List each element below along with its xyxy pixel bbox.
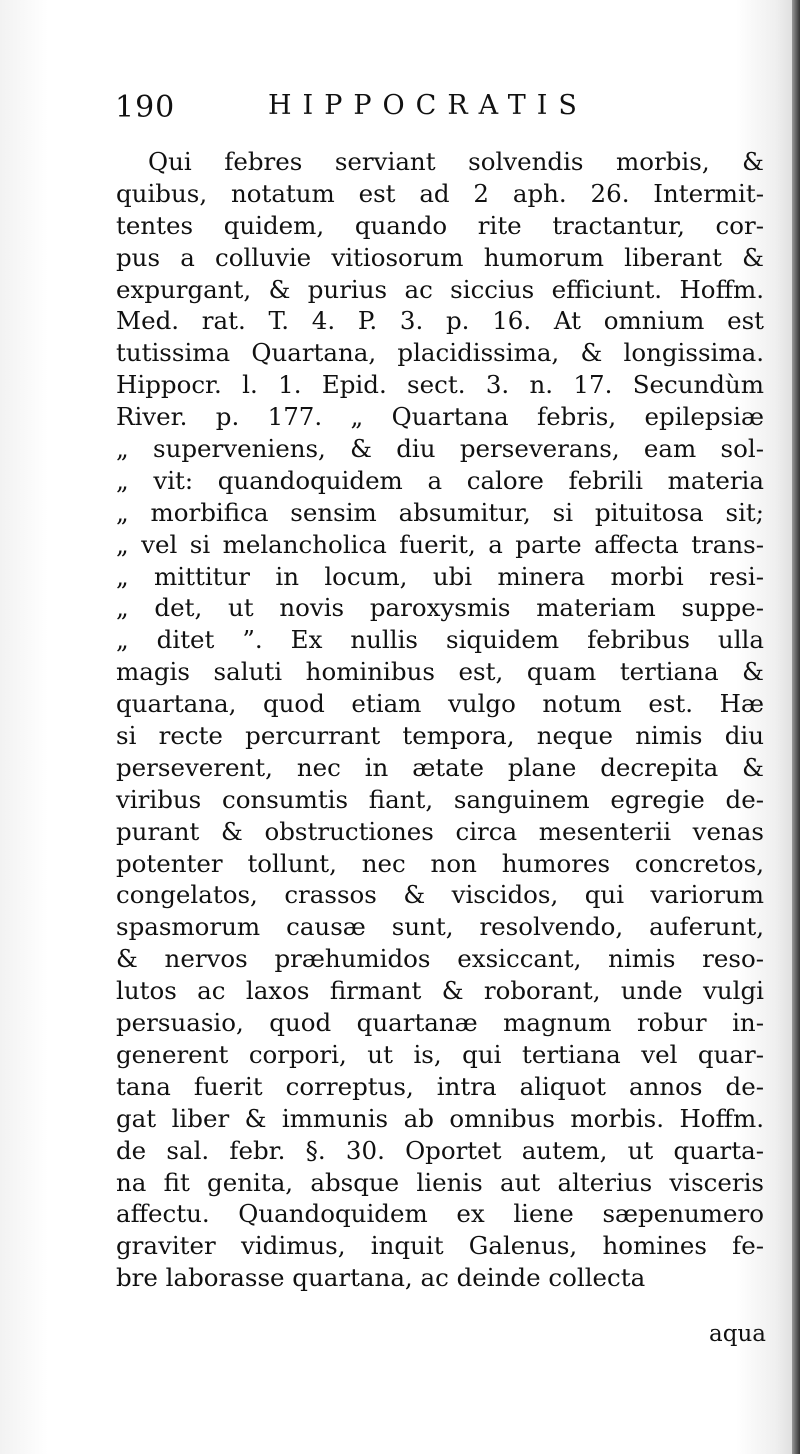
catchword: aqua bbox=[709, 1321, 766, 1347]
text-line: gat liber & immunis ab omnibus morbis. Hoffm. bbox=[116, 1103, 764, 1133]
text-line: na fit genita, absque lienis aut alterius visceris bbox=[116, 1167, 764, 1197]
text-line: perseverent, nec in ætate plane decrepita & bbox=[116, 752, 764, 782]
text-line: persuasio, quod quartanæ magnum robur in- bbox=[116, 1008, 764, 1038]
text-line: „ vel si melancholica fuerit, a parte affecta trans- bbox=[116, 529, 764, 559]
text-line: spasmorum causæ sunt, resolvendo, auferunt, bbox=[116, 912, 764, 942]
text-line: tutissima Quartana, placidissima, & longissima. bbox=[116, 338, 764, 368]
page-edge-shadow bbox=[792, 0, 800, 1454]
text-line: „ morbifica sensim absumitur, si pituitosa sit; bbox=[116, 497, 764, 527]
text-line: bre laborasse quartana, ac deinde collecta bbox=[116, 1263, 646, 1293]
text-line: Hippocr. l. 1. Epid. sect. 3. n. 17. Secundùm bbox=[116, 370, 764, 400]
running-head bbox=[115, 90, 775, 130]
text-line: affectu. Quandoquidem ex liene sæpenumero bbox=[116, 1199, 764, 1229]
text-line: „ vit: quandoquidem a calore febrili materia bbox=[116, 465, 764, 495]
text-line: lutos ac laxos firmant & roborant, unde vulgi bbox=[116, 976, 764, 1006]
text-line: viribus consumtis fiant, sanguinem egregie de- bbox=[116, 784, 764, 814]
text-line: purant & obstructiones circa mesenterii venas bbox=[116, 816, 764, 846]
text-line: River. p. 177. „ Quartana febris, epilepsiæ bbox=[116, 402, 764, 432]
running-title: HIPPOCRATIS bbox=[268, 90, 588, 121]
text-line: magis saluti hominibus est, quam tertiana & bbox=[116, 657, 764, 687]
text-line: quartana, quod etiam vulgo notum est. Hæ bbox=[116, 689, 764, 719]
text-line: „ superveniens, & diu perseverans, eam sol- bbox=[116, 434, 764, 464]
body-text bbox=[116, 146, 764, 1294]
text-line: graviter vidimus, inquit Galenus, homines fe- bbox=[116, 1231, 764, 1261]
text-line: tana fuerit correptus, intra aliquot annos de- bbox=[116, 1071, 764, 1101]
text-line: expurgant, & purius ac siccius efficiunt. Hoffm. bbox=[116, 274, 764, 304]
text-line: & nervos præhumidos exsiccant, nimis reso- bbox=[116, 944, 764, 974]
text-line: quibus, notatum est ad 2 aph. 26. Intermit- bbox=[116, 178, 764, 208]
text-line: pus a colluvie vitiosorum humorum liberant & bbox=[116, 242, 764, 272]
text-line: Med. rat. T. 4. P. 3. p. 16. At omnium est bbox=[116, 306, 764, 336]
text-line: „ ditet ”. Ex nullis siquidem febribus ulla bbox=[116, 625, 764, 655]
text-line: de sal. febr. §. 30. Oportet autem, ut quarta- bbox=[116, 1135, 764, 1165]
text-line: congelatos, crassos & viscidos, qui variorum bbox=[116, 880, 764, 910]
page-number: 190 bbox=[115, 90, 176, 125]
text-line: potenter tollunt, nec non humores concretos, bbox=[116, 848, 764, 878]
text-line: si recte percurrant tempora, neque nimis diu bbox=[116, 721, 764, 751]
text-line: generent corpori, ut is, qui tertiana vel quar- bbox=[116, 1039, 764, 1069]
text-line: „ mittitur in locum, ubi minera morbi resi- bbox=[116, 561, 764, 591]
text-line: Qui febres serviant solvendis morbis, & bbox=[148, 147, 764, 176]
text-line: tentes quidem, quando rite tractantur, cor- bbox=[116, 210, 764, 240]
text-line: „ det, ut novis paroxysmis materiam suppe- bbox=[116, 593, 764, 623]
